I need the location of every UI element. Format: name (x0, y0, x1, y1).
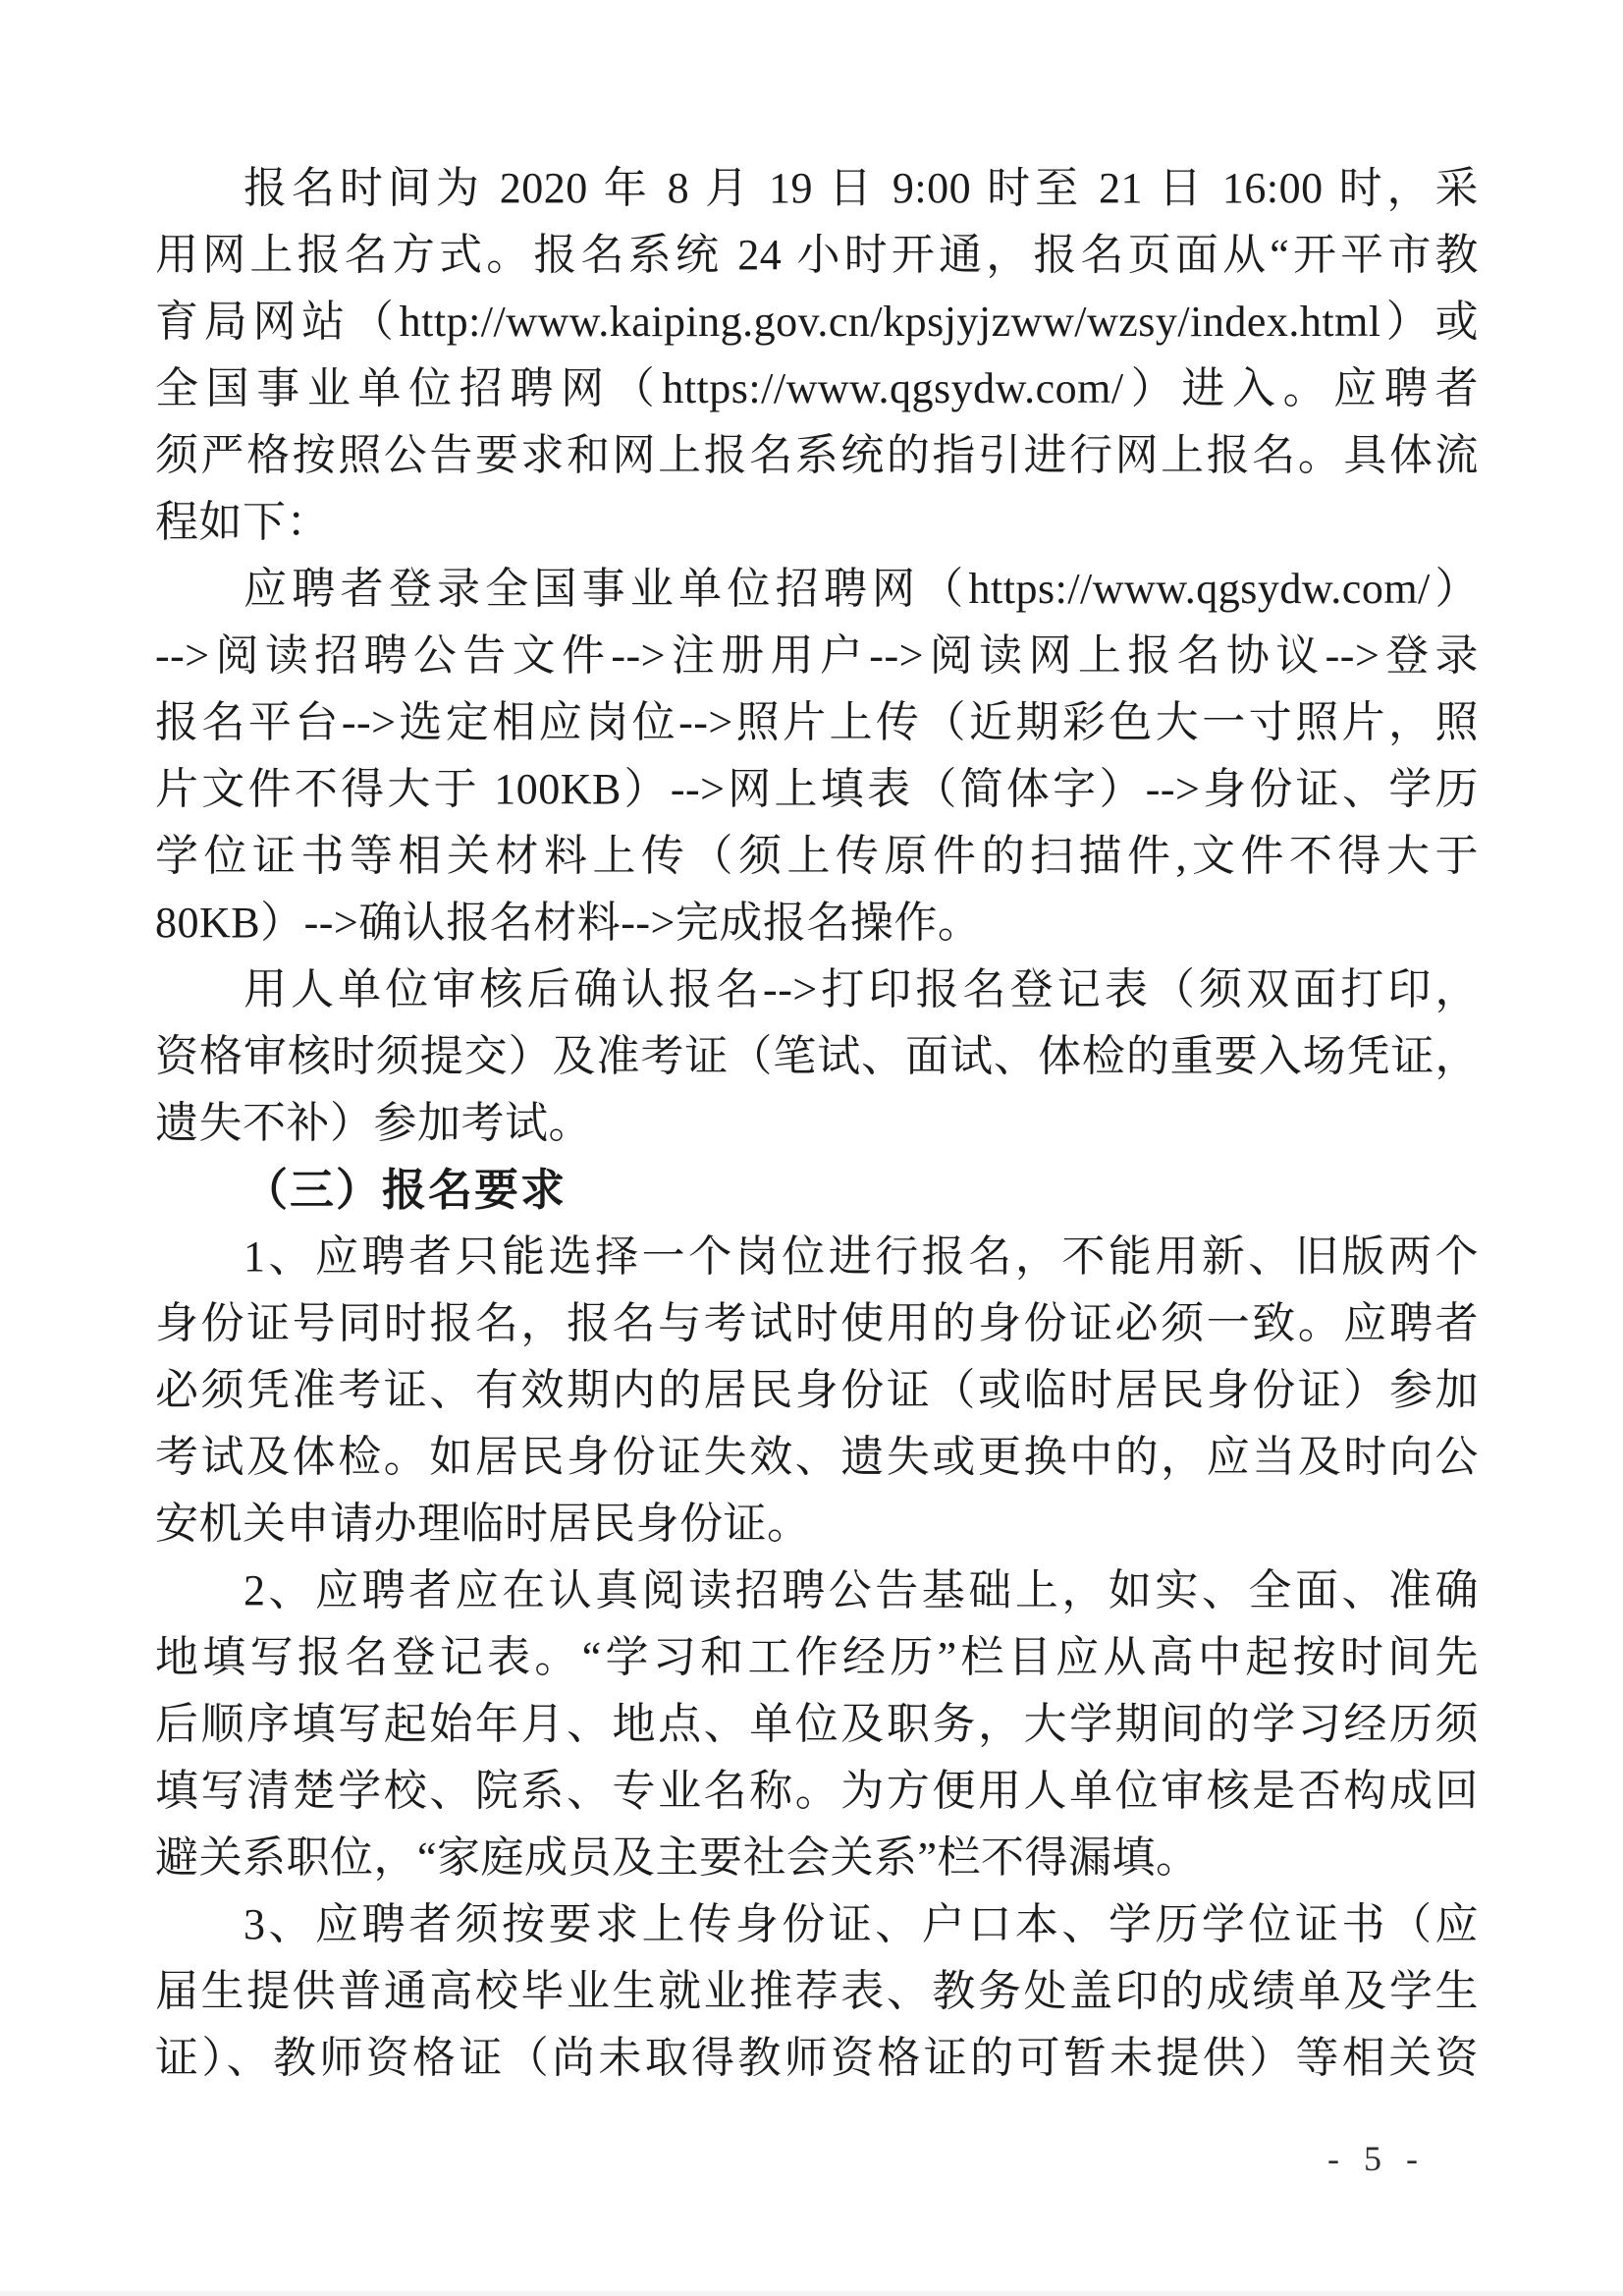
text-line: 用网上报名方式。报名系统 24 小时开通，报名页面从“开平市教 (155, 231, 1479, 279)
text-line: 后顺序填写起始年月、地点、单位及职务，大学期间的学习经历须 (155, 1700, 1479, 1748)
page-number: - 5 - (1327, 2139, 1426, 2178)
document-body (155, 155, 1479, 2092)
text-line: -->阅读招聘公告文件-->注册用户-->阅读网上报名协议-->登录 (155, 631, 1479, 680)
text-line: 用人单位审核后确认报名-->打印报名登记表（须双面打印， (243, 965, 1479, 1013)
text-line: 1、应聘者只能选择一个岗位进行报名，不能用新、旧版两个 (243, 1232, 1479, 1281)
text-line: 必须凭准考证、有效期内的居民身份证（或临时居民身份证）参加 (155, 1366, 1479, 1414)
text-line: 填写清楚学校、院系、专业名称。为方便用人单位审核是否构成回 (155, 1767, 1479, 1815)
text-line: 片文件不得大于 100KB）-->网上填表（简体字）-->身份证、学历 (155, 765, 1479, 813)
text-line: 遗失不补）参加考试。 (155, 1099, 592, 1147)
text-line: 全国事业单位招聘网（https://www.qgsydw.com/）进入。应聘者 (155, 364, 1479, 412)
text-line: 安机关申请办理临时居民身份证。 (155, 1500, 811, 1548)
text-line: 证）、教师资格证（尚未取得教师资格证的可暂未提供）等相关资 (155, 2034, 1479, 2082)
text-line: 报名平台-->选定相应岗位-->照片上传（近期彩色大一寸照片，照 (155, 698, 1479, 746)
text-line: 避关系职位，“家庭成员及主要社会关系”栏不得漏填。 (155, 1833, 1200, 1882)
text-line: 身份证号同时报名，报名与考试时使用的身份证必须一致。应聘者 (155, 1299, 1479, 1347)
scan-edge-artifact (0, 2291, 1623, 2296)
text-line: 育局网站（http://www.kaiping.gov.cn/kpsjyjzww/wzsy/index.html）或 (155, 298, 1479, 346)
text-line: 报名时间为 2020 年 8 月 19 日 9:00 时至 21 日 16:00 时，采 (243, 164, 1479, 212)
text-line: 学位证书等相关材料上传（须上传原件的扫描件,文件不得大于 (155, 832, 1479, 880)
text-line: 考试及体检。如居民身份证失效、遗失或更换中的，应当及时向公 (155, 1433, 1479, 1481)
text-line: 须严格按照公告要求和网上报名系统的指引进行网上报名。具体流 (155, 431, 1479, 479)
text-line: 3、应聘者须按要求上传身份证、户口本、学历学位证书（应 (243, 1900, 1479, 1948)
text-line: 程如下： (155, 498, 330, 546)
text-line: 届生提供普通高校毕业生就业推荐表、教务处盖印的成绩单及学生 (155, 1967, 1479, 2015)
text-line: 地填写报名登记表。“学习和工作经历”栏目应从高中起按时间先 (155, 1633, 1479, 1681)
text-line: 2、应聘者应在认真阅读招聘公告基础上，如实、全面、准确 (243, 1566, 1479, 1614)
text-line: 应聘者登录全国事业单位招聘网（https://www.qgsydw.com/） (243, 565, 1479, 613)
section-heading: （三）报名要求 (243, 1165, 568, 1215)
text-line: 80KB）-->确认报名材料-->完成报名操作。 (155, 899, 982, 947)
text-line: 资格审核时须提交）及准考证（笔试、面试、体检的重要入场凭证， (155, 1032, 1479, 1080)
